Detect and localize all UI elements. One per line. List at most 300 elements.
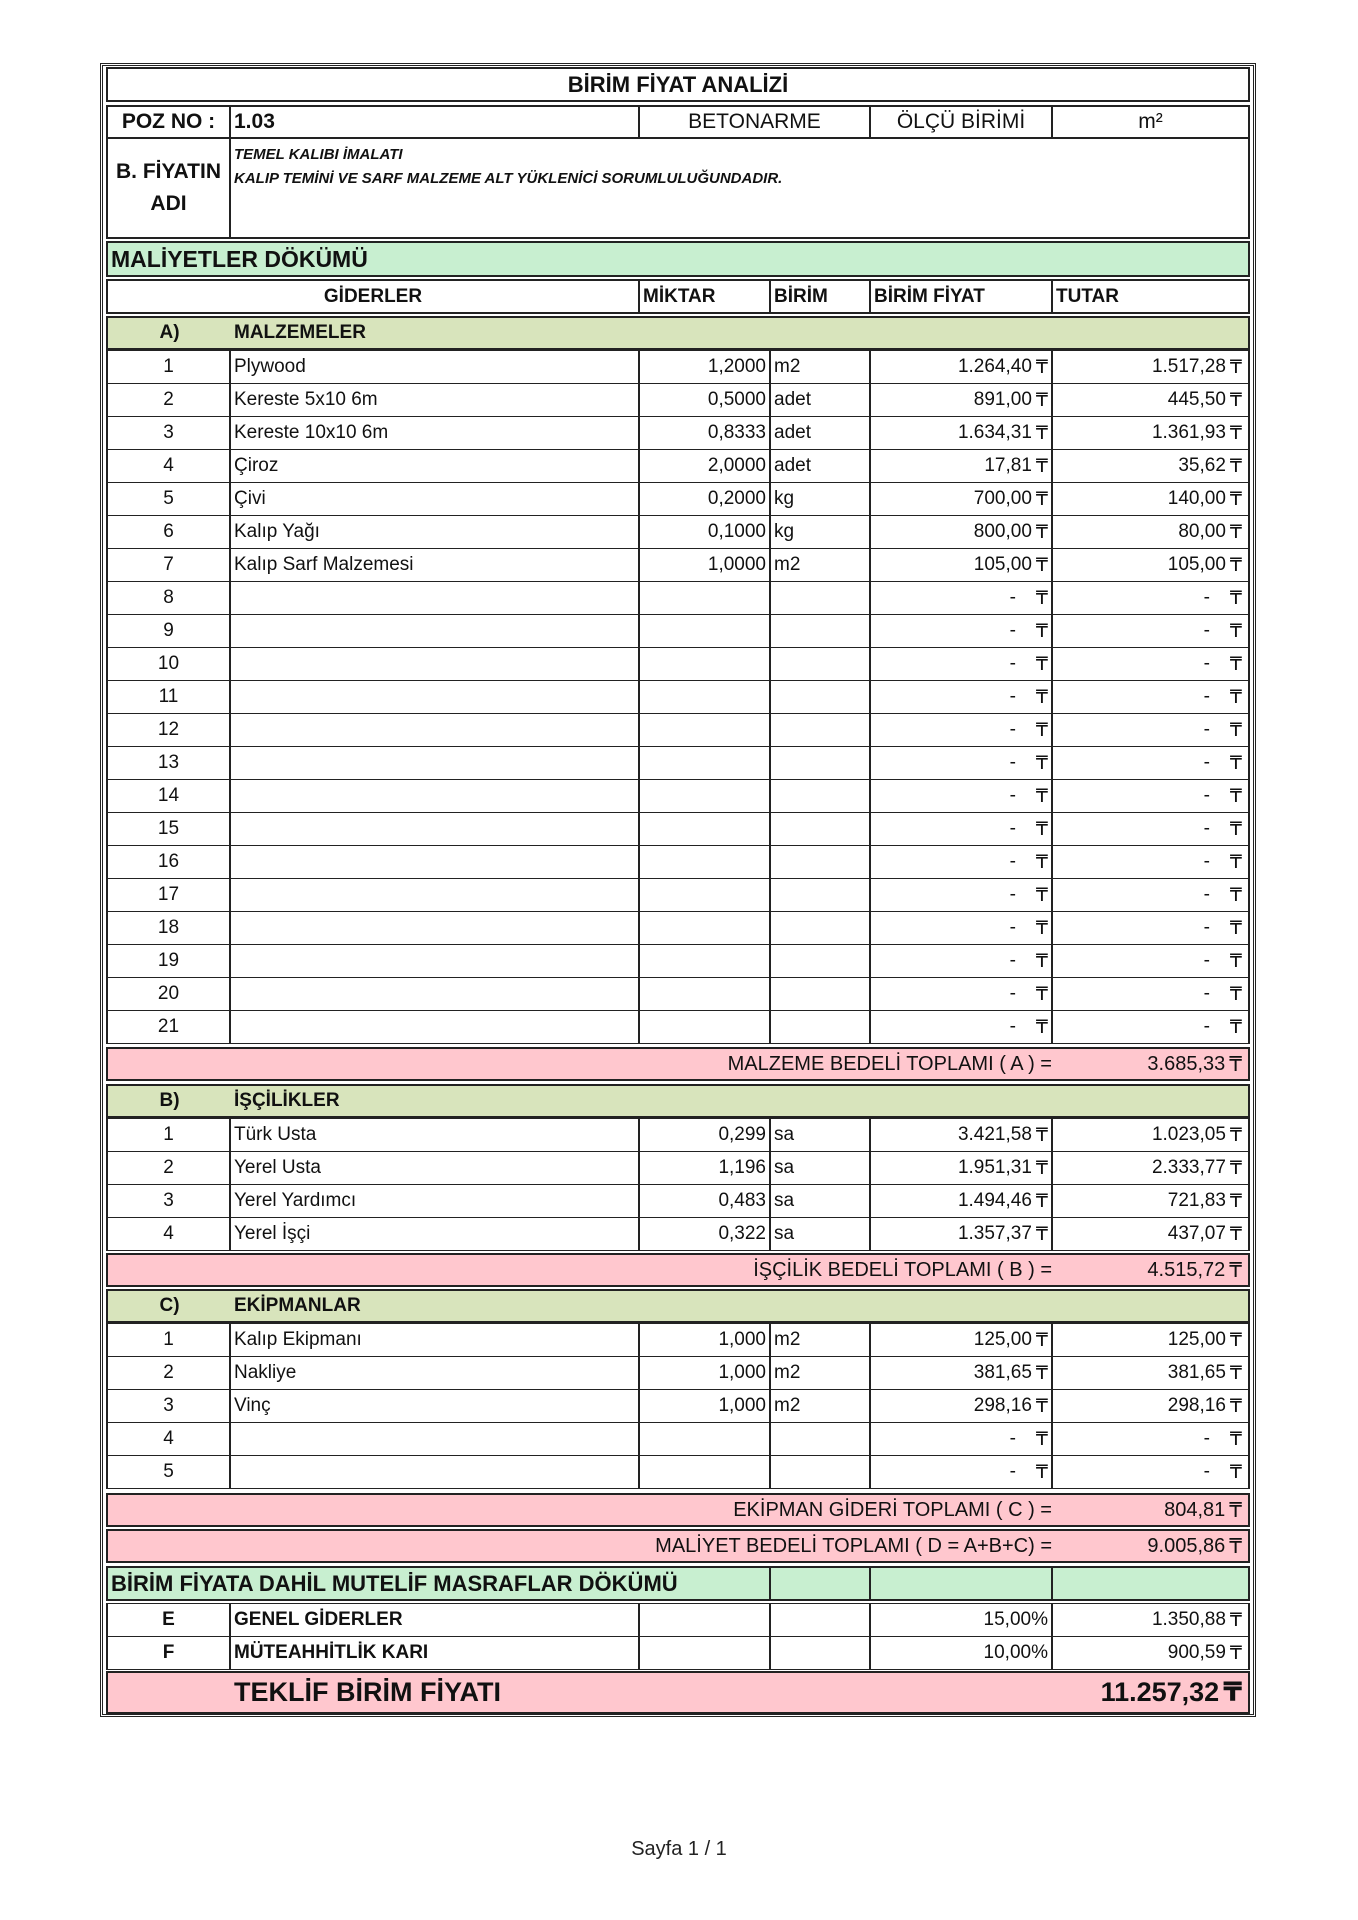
row-total: 80,00 ₸ — [1178, 521, 1242, 543]
table-row — [106, 944, 1250, 978]
materials-subtotal-value: 3.685,33 ₸ — [1147, 1052, 1242, 1076]
row-unit-price: 800,00 ₸ — [871, 516, 1053, 548]
currency-icon: ₸ — [1229, 950, 1242, 972]
cost-total-label: MALİYET BEDELİ TOPLAMI ( D = A+B+C) = — [655, 1534, 1052, 1557]
table-row — [106, 1184, 1250, 1218]
row-unit-price: - ₸ — [871, 714, 1053, 746]
row-total: - ₸ — [1203, 983, 1242, 1005]
row-total: 1.361,93 ₸ — [1151, 422, 1242, 444]
row-number: 3 — [108, 1390, 231, 1422]
currency-icon: ₸ — [1229, 1535, 1242, 1558]
currency-icon: ₸ — [1229, 422, 1242, 444]
table-row — [106, 581, 1250, 615]
row-quantity — [640, 582, 771, 614]
table-row — [106, 515, 1250, 549]
offer-row — [106, 1671, 1250, 1714]
currency-icon: ₸ — [1229, 785, 1242, 807]
cost-breakdown-title: MALİYETLER DÖKÜMÜ — [111, 245, 368, 272]
currency-icon: ₸ — [1035, 884, 1048, 906]
row-total: - ₸ — [1203, 653, 1242, 675]
currency-icon: ₸ — [1229, 521, 1242, 543]
currency-icon: ₸ — [1035, 1157, 1048, 1179]
labor-section-header — [106, 1084, 1250, 1118]
currency-icon: ₸ — [1035, 356, 1048, 378]
currency-icon: ₸ — [1229, 1157, 1242, 1179]
row-unit-price: 381,65 ₸ — [871, 1357, 1053, 1389]
row-description: Kalıp Yağı — [231, 516, 640, 548]
row-number: 5 — [108, 1456, 231, 1488]
table-row — [106, 1217, 1250, 1251]
overhead-total: 900,59 ₸ — [1167, 1642, 1242, 1664]
row-unit — [771, 648, 871, 680]
currency-icon: ₸ — [1035, 1223, 1048, 1245]
row-quantity: 0,1000 — [640, 516, 771, 548]
currency-icon: ₸ — [1229, 719, 1242, 741]
materials-section-header — [106, 316, 1250, 350]
row-description: Nakliye — [231, 1357, 640, 1389]
row-quantity — [640, 780, 771, 812]
row-number: 1 — [108, 1324, 231, 1356]
row-description: Yerel İşçi — [231, 1218, 640, 1250]
currency-icon: ₸ — [1229, 1609, 1242, 1631]
row-description — [231, 681, 640, 713]
table-row — [106, 1118, 1250, 1152]
overhead-rate: 15,00% — [871, 1604, 1053, 1636]
currency-icon: ₸ — [1035, 686, 1048, 708]
overhead-blank — [640, 1637, 771, 1669]
materials-subtotal-row — [106, 1047, 1250, 1081]
currency-icon: ₸ — [1035, 1395, 1048, 1417]
row-unit-price: - ₸ — [871, 615, 1053, 647]
column-header-birim: BİRİM — [771, 281, 871, 312]
currency-icon: ₸ — [1035, 818, 1048, 840]
row-unit-price: 1.951,31 ₸ — [871, 1152, 1053, 1184]
row-number: 9 — [108, 615, 231, 647]
row-quantity: 0,8333 — [640, 417, 771, 449]
currency-icon: ₸ — [1229, 1124, 1242, 1146]
row-total: - ₸ — [1203, 719, 1242, 741]
row-description — [231, 978, 640, 1010]
row-description: Kalıp Sarf Malzemesi — [231, 549, 640, 581]
row-number: 4 — [108, 450, 231, 482]
row-quantity — [640, 1423, 771, 1455]
currency-icon: ₸ — [1229, 917, 1242, 939]
currency-icon: ₸ — [1229, 389, 1242, 411]
currency-icon: ₸ — [1035, 719, 1048, 741]
row-total: 125,00 ₸ — [1167, 1329, 1242, 1351]
row-quantity: 0,299 — [640, 1119, 771, 1151]
row-unit: kg — [771, 483, 871, 515]
column-header-tutar: TUTAR — [1056, 285, 1119, 307]
row-number: 17 — [108, 879, 231, 911]
currency-icon: ₸ — [1229, 818, 1242, 840]
row-unit: sa — [771, 1152, 871, 1184]
row-number: 15 — [108, 813, 231, 845]
row-number: 2 — [108, 1152, 231, 1184]
row-unit-price: - ₸ — [871, 879, 1053, 911]
row-number: 20 — [108, 978, 231, 1010]
row-unit — [771, 879, 871, 911]
row-quantity — [640, 813, 771, 845]
currency-icon: ₸ — [1035, 488, 1048, 510]
equipment-title: EKİPMANLAR — [234, 1295, 361, 1316]
labor-title: İŞÇİLİKLER — [234, 1090, 340, 1111]
row-total: 105,00 ₸ — [1167, 554, 1242, 576]
row-unit: adet — [771, 384, 871, 416]
cost-total-row — [106, 1529, 1250, 1563]
currency-icon: ₸ — [1035, 917, 1048, 939]
row-description: Kalıp Ekipmanı — [231, 1324, 640, 1356]
row-quantity — [640, 747, 771, 779]
column-header-birim-fiyat: BİRİM FİYAT — [871, 281, 1053, 312]
equipment-section-header — [106, 1289, 1250, 1323]
row-quantity — [640, 846, 771, 878]
overhead-total: 1.350,88 ₸ — [1151, 1609, 1242, 1631]
currency-icon: ₸ — [1035, 1016, 1048, 1038]
currency-icon: ₸ — [1035, 752, 1048, 774]
overheads-heading-blank — [771, 1568, 871, 1599]
row-quantity — [640, 879, 771, 911]
row-unit — [771, 1011, 871, 1043]
row-description — [231, 813, 640, 845]
row-unit-price: 17,81 ₸ — [871, 450, 1053, 482]
currency-icon: ₸ — [1035, 851, 1048, 873]
row-quantity: 1,000 — [640, 1324, 771, 1356]
row-total: - ₸ — [1203, 752, 1242, 774]
row-unit — [771, 1456, 871, 1488]
currency-icon: ₸ — [1035, 950, 1048, 972]
row-unit-price: - ₸ — [871, 846, 1053, 878]
row-number: 7 — [108, 549, 231, 581]
table-row — [106, 548, 1250, 582]
row-description: Yerel Yardımcı — [231, 1185, 640, 1217]
poz-value: 1.03 — [231, 107, 640, 137]
overhead-name: GENEL GİDERLER — [231, 1604, 640, 1636]
row-unit-price: - ₸ — [871, 813, 1053, 845]
currency-icon: ₸ — [1035, 389, 1048, 411]
row-description: Plywood — [231, 351, 640, 383]
row-description — [231, 648, 640, 680]
table-row — [106, 680, 1250, 714]
row-total: - ₸ — [1203, 1461, 1242, 1483]
table-row — [106, 1389, 1250, 1423]
row-quantity: 0,483 — [640, 1185, 771, 1217]
row-unit-price: 700,00 ₸ — [871, 483, 1053, 515]
row-number: 1 — [108, 1119, 231, 1151]
row-total: - ₸ — [1203, 1428, 1242, 1450]
row-description — [231, 1456, 640, 1488]
row-unit — [771, 615, 871, 647]
table-row — [106, 383, 1250, 417]
overhead-row — [106, 1636, 1250, 1670]
row-total: 2.333,77 ₸ — [1151, 1157, 1242, 1179]
column-header-row — [106, 279, 1250, 314]
row-unit-price: - ₸ — [871, 780, 1053, 812]
table-row — [106, 746, 1250, 780]
row-description: Vinç — [231, 1390, 640, 1422]
currency-icon: ₸ — [1229, 620, 1242, 642]
offer-label: TEKLİF BİRİM FİYATI — [234, 1677, 501, 1707]
currency-icon: ₸ — [1229, 1016, 1242, 1038]
table-row — [106, 350, 1250, 384]
row-unit-price: 1.264,40 ₸ — [871, 351, 1053, 383]
row-number: 18 — [108, 912, 231, 944]
row-total: 1.023,05 ₸ — [1151, 1124, 1242, 1146]
currency-icon: ₸ — [1229, 653, 1242, 675]
row-unit-price: 1.357,37 ₸ — [871, 1218, 1053, 1250]
row-description — [231, 615, 640, 647]
row-quantity — [640, 681, 771, 713]
row-unit: m2 — [771, 351, 871, 383]
currency-icon: ₸ — [1035, 422, 1048, 444]
row-number: 16 — [108, 846, 231, 878]
row-unit — [771, 681, 871, 713]
currency-icon: ₸ — [1229, 1053, 1242, 1076]
row-unit — [771, 813, 871, 845]
row-unit: adet — [771, 417, 871, 449]
offer-value: 11.257,32 ₸ — [1100, 1677, 1242, 1707]
row-number: 10 — [108, 648, 231, 680]
row-unit-price: - ₸ — [871, 681, 1053, 713]
currency-icon: ₸ — [1229, 752, 1242, 774]
overhead-blank — [640, 1604, 771, 1636]
row-number: 4 — [108, 1423, 231, 1455]
table-row — [106, 878, 1250, 912]
row-unit-price: - ₸ — [871, 1456, 1053, 1488]
row-quantity: 2,0000 — [640, 450, 771, 482]
row-unit-price: 1.494,46 ₸ — [871, 1185, 1053, 1217]
row-quantity — [640, 978, 771, 1010]
table-row — [106, 1422, 1250, 1456]
row-unit-price: - ₸ — [871, 945, 1053, 977]
row-unit-price: - ₸ — [871, 1011, 1053, 1043]
row-description: Türk Usta — [231, 1119, 640, 1151]
currency-icon: ₸ — [1035, 1190, 1048, 1212]
item-name — [231, 139, 1248, 237]
row-quantity — [640, 1456, 771, 1488]
currency-icon: ₸ — [1035, 653, 1048, 675]
cost-total-value: 9.005,86 ₸ — [1147, 1534, 1242, 1558]
item-name-row — [106, 139, 1250, 239]
currency-icon: ₸ — [1229, 587, 1242, 609]
table-row — [106, 1455, 1250, 1489]
column-header-miktar: MİKTAR — [640, 281, 771, 312]
row-quantity: 0,2000 — [640, 483, 771, 515]
row-unit: sa — [771, 1119, 871, 1151]
overhead-rate: 10,00% — [871, 1637, 1053, 1669]
item-name-line1: TEMEL KALIBI İMALATI — [234, 146, 403, 163]
row-unit-price: 3.421,58 ₸ — [871, 1119, 1053, 1151]
row-unit — [771, 1423, 871, 1455]
labor-subtotal-row — [106, 1253, 1250, 1287]
page-number: Sayfa 1 / 1 — [631, 1838, 727, 1860]
poz-label: POZ NO : — [108, 107, 231, 137]
overhead-code: F — [108, 1637, 231, 1669]
row-number: 11 — [108, 681, 231, 713]
table-row — [106, 1323, 1250, 1357]
item-name-label-line1: B. FİYATIN — [115, 160, 221, 183]
currency-icon: ₸ — [1229, 1362, 1242, 1384]
table-row — [106, 977, 1250, 1011]
currency-icon: ₸ — [1223, 1677, 1242, 1707]
row-quantity — [640, 648, 771, 680]
row-description — [231, 945, 640, 977]
unit-label: ÖLÇÜ BİRİMİ — [871, 107, 1053, 137]
column-header-giderler: GİDERLER — [108, 281, 640, 312]
row-total: 381,65 ₸ — [1167, 1362, 1242, 1384]
row-quantity — [640, 912, 771, 944]
row-description: Yerel Usta — [231, 1152, 640, 1184]
row-quantity: 1,000 — [640, 1390, 771, 1422]
row-description — [231, 582, 640, 614]
currency-icon: ₸ — [1035, 1124, 1048, 1146]
row-number: 1 — [108, 351, 231, 383]
row-number: 2 — [108, 384, 231, 416]
overheads-heading-blank — [871, 1568, 1053, 1599]
row-description — [231, 714, 640, 746]
row-description: Çivi — [231, 483, 640, 515]
currency-icon: ₸ — [1035, 1461, 1048, 1483]
row-unit — [771, 978, 871, 1010]
row-total: 140,00 ₸ — [1167, 488, 1242, 510]
row-unit-price: - ₸ — [871, 1423, 1053, 1455]
currency-icon: ₸ — [1035, 455, 1048, 477]
unit-value: m² — [1138, 110, 1163, 133]
row-unit: m2 — [771, 1324, 871, 1356]
table-row — [106, 911, 1250, 945]
overhead-name: MÜTEAHHİTLİK KARI — [231, 1637, 640, 1669]
row-description — [231, 1423, 640, 1455]
equipment-code: C) — [159, 1295, 180, 1316]
row-quantity: 1,196 — [640, 1152, 771, 1184]
labor-subtotal-value: 4.515,72 ₸ — [1147, 1258, 1242, 1282]
equipment-subtotal-value: 804,81 ₸ — [1164, 1498, 1242, 1522]
row-unit — [771, 846, 871, 878]
table-row — [106, 845, 1250, 879]
row-unit-price: - ₸ — [871, 747, 1053, 779]
unit-price-analysis-sheet — [100, 63, 1256, 1717]
row-unit-price: - ₸ — [871, 648, 1053, 680]
row-quantity — [640, 615, 771, 647]
currency-icon: ₸ — [1229, 1428, 1242, 1450]
overheads-heading-blank — [1053, 1568, 1248, 1599]
row-quantity: 0,322 — [640, 1218, 771, 1250]
overhead-blank — [771, 1604, 871, 1636]
table-row — [106, 416, 1250, 450]
table-row — [106, 482, 1250, 516]
row-quantity — [640, 1011, 771, 1043]
row-unit-price: - ₸ — [871, 978, 1053, 1010]
row-quantity: 1,0000 — [640, 549, 771, 581]
page-title: BİRİM FİYAT ANALİZİ — [567, 71, 789, 97]
currency-icon: ₸ — [1229, 983, 1242, 1005]
row-unit — [771, 747, 871, 779]
cost-breakdown-heading-row — [106, 241, 1250, 277]
currency-icon: ₸ — [1035, 983, 1048, 1005]
row-quantity: 0,5000 — [640, 384, 771, 416]
overheads-title: BİRİM FİYATA DAHİL MUTELİF MASRAFLAR DÖKÜMÜ — [108, 1568, 771, 1599]
row-description — [231, 912, 640, 944]
row-total: - ₸ — [1203, 917, 1242, 939]
row-unit — [771, 714, 871, 746]
table-row — [106, 713, 1250, 747]
row-unit — [771, 780, 871, 812]
item-name-label-line2: ADI — [150, 192, 187, 215]
row-number: 12 — [108, 714, 231, 746]
row-unit: adet — [771, 450, 871, 482]
currency-icon: ₸ — [1229, 884, 1242, 906]
currency-icon: ₸ — [1035, 620, 1048, 642]
row-quantity — [640, 945, 771, 977]
currency-icon: ₸ — [1229, 1329, 1242, 1351]
row-total: - ₸ — [1203, 620, 1242, 642]
row-number: 2 — [108, 1357, 231, 1389]
row-unit-price: 125,00 ₸ — [871, 1324, 1053, 1356]
row-total: - ₸ — [1203, 686, 1242, 708]
row-total: 437,07 ₸ — [1167, 1223, 1242, 1245]
currency-icon: ₸ — [1035, 1329, 1048, 1351]
row-unit-price: - ₸ — [871, 912, 1053, 944]
row-number: 8 — [108, 582, 231, 614]
row-total: - ₸ — [1203, 1016, 1242, 1038]
row-number: 3 — [108, 1185, 231, 1217]
currency-icon: ₸ — [1229, 1461, 1242, 1483]
currency-icon: ₸ — [1229, 686, 1242, 708]
currency-icon: ₸ — [1229, 1499, 1242, 1522]
row-total: - ₸ — [1203, 851, 1242, 873]
currency-icon: ₸ — [1035, 521, 1048, 543]
currency-icon: ₸ — [1035, 785, 1048, 807]
currency-icon: ₸ — [1229, 455, 1242, 477]
row-description — [231, 747, 640, 779]
row-unit-price: - ₸ — [871, 582, 1053, 614]
row-unit: sa — [771, 1185, 871, 1217]
table-row — [106, 1356, 1250, 1390]
row-description — [231, 780, 640, 812]
currency-icon: ₸ — [1229, 488, 1242, 510]
table-row — [106, 647, 1250, 681]
row-total: 445,50 ₸ — [1167, 389, 1242, 411]
table-row — [106, 614, 1250, 648]
row-number: 4 — [108, 1218, 231, 1250]
row-total: 1.517,28 ₸ — [1151, 356, 1242, 378]
currency-icon: ₸ — [1229, 851, 1242, 873]
row-total: - ₸ — [1203, 950, 1242, 972]
overheads-heading-row — [106, 1566, 1250, 1601]
currency-icon: ₸ — [1229, 554, 1242, 576]
row-number: 21 — [108, 1011, 231, 1043]
item-name-label — [108, 139, 231, 237]
equipment-subtotal-label: EKİPMAN GİDERİ TOPLAMI ( C ) = — [733, 1498, 1052, 1521]
labor-subtotal-label: İŞÇİLİK BEDELİ TOPLAMI ( B ) = — [753, 1258, 1052, 1281]
row-total: 298,16 ₸ — [1167, 1395, 1242, 1417]
row-number: 5 — [108, 483, 231, 515]
overhead-row — [106, 1603, 1250, 1637]
materials-code: A) — [159, 322, 180, 343]
table-row — [106, 779, 1250, 813]
overhead-code: E — [108, 1604, 231, 1636]
currency-icon: ₸ — [1229, 1642, 1242, 1664]
title-row — [106, 67, 1250, 102]
row-unit — [771, 945, 871, 977]
row-quantity — [640, 714, 771, 746]
row-unit-price: 298,16 ₸ — [871, 1390, 1053, 1422]
materials-subtotal-label: MALZEME BEDELİ TOPLAMI ( A ) = — [727, 1052, 1052, 1075]
labor-code: B) — [159, 1090, 180, 1111]
row-description — [231, 846, 640, 878]
row-number: 19 — [108, 945, 231, 977]
currency-icon: ₸ — [1035, 1362, 1048, 1384]
